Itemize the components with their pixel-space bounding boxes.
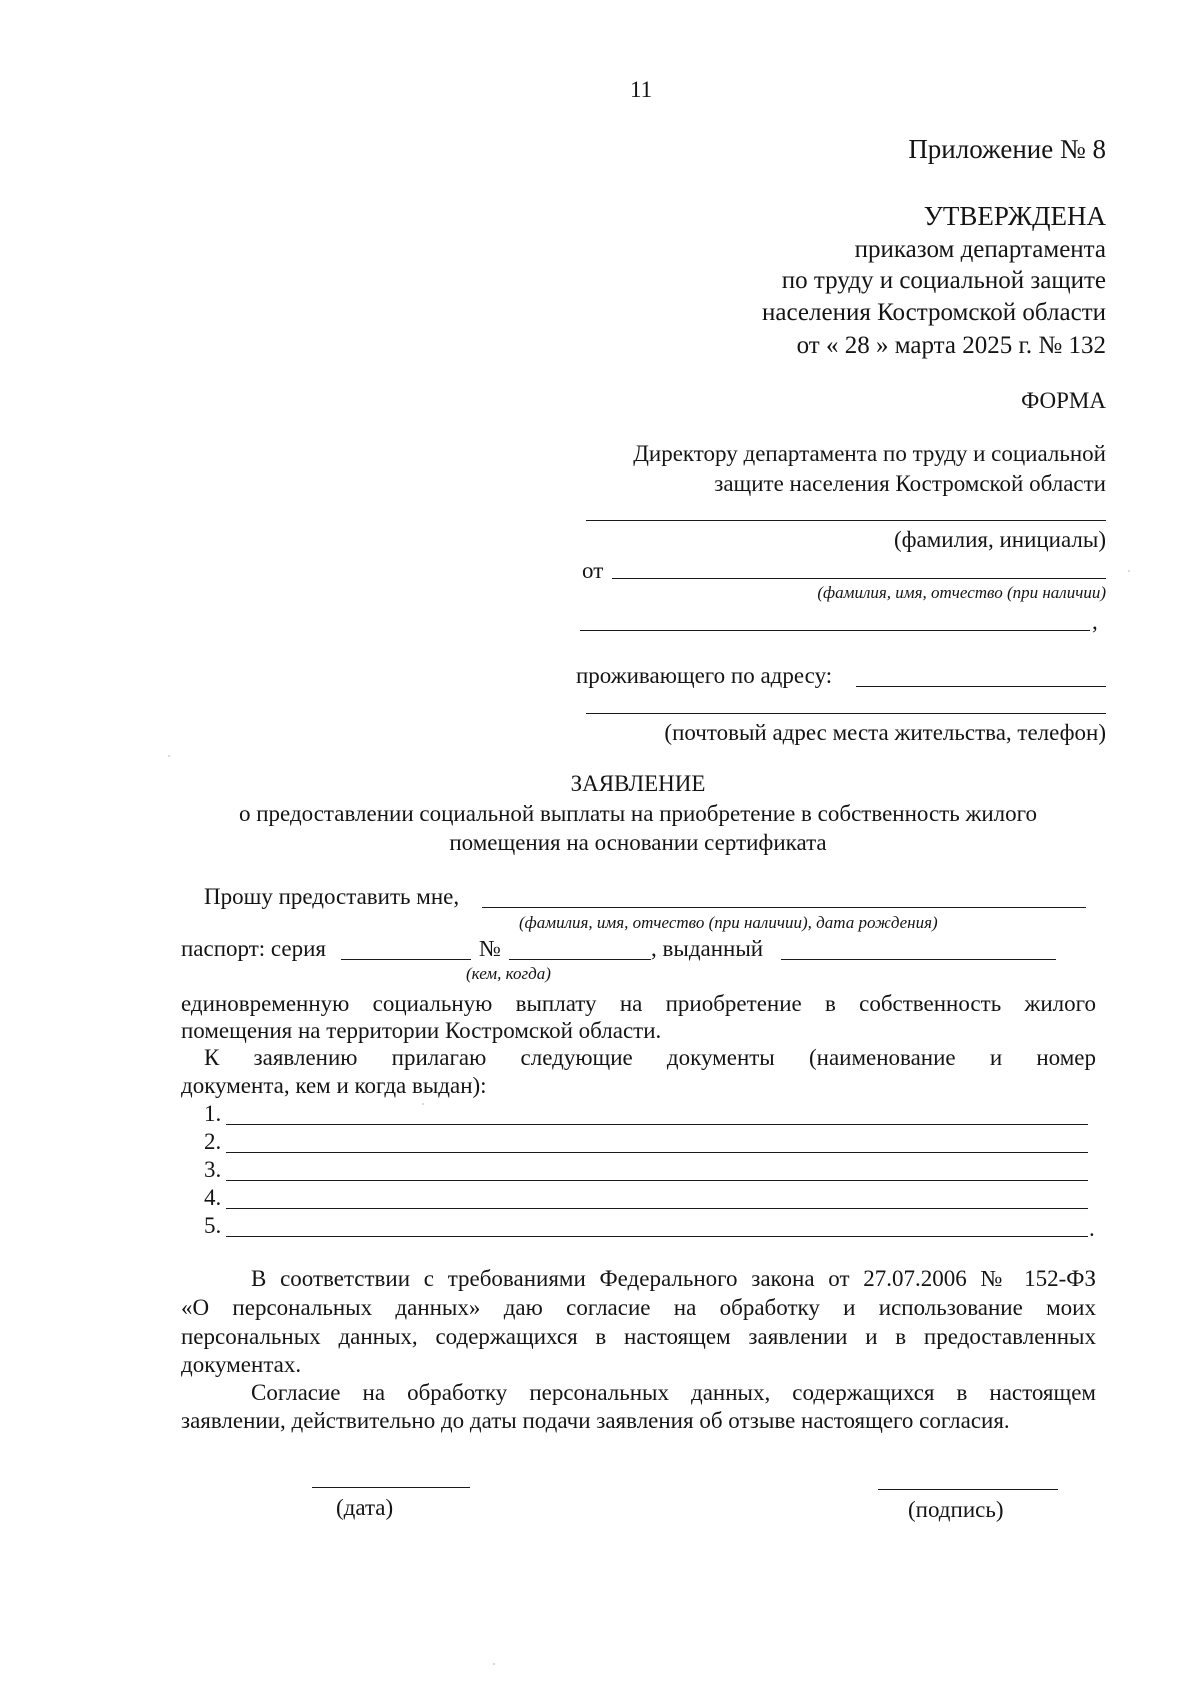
statement-title: ЗАЯВЛЕНИЕ xyxy=(570,771,706,796)
from-fio-line xyxy=(612,578,1106,579)
page-number: 11 xyxy=(630,77,653,102)
address-line-2 xyxy=(586,713,1106,714)
list-final-period: . xyxy=(1089,1216,1095,1241)
list-item-number: 5. xyxy=(204,1213,222,1238)
passport-series-line xyxy=(341,959,471,960)
consent-p2-line-2: заявлении, действительно до даты подачи заявления об отзыве настоящего согласия. xyxy=(181,1408,1010,1433)
addressee-line-1: Директору департамента по труду и социальной xyxy=(633,441,1106,466)
list-item-number: 2. xyxy=(204,1129,222,1154)
from-fio-line-2 xyxy=(580,630,1090,631)
attach-line-2: документа, кем и когда выдан): xyxy=(181,1073,487,1098)
approval-line-2: по труду и социальной защите xyxy=(781,267,1106,294)
request-label: Прошу предоставить мне, xyxy=(204,884,460,909)
consent-p1-line-4: документах. xyxy=(181,1352,302,1377)
payment-line-1: единовременную социальную выплату на приобретение в собственность жилого xyxy=(181,991,1096,1016)
caption-fio-birth: (фамилия, имя, отчество (при наличии), дата рождения) xyxy=(519,913,938,932)
list-item-number: 4. xyxy=(204,1185,222,1210)
approval-title: УТВЕРЖДЕНА xyxy=(923,201,1106,231)
consent-p1-line-2: «О персональных данных» даю согласие на обработку и использование моих xyxy=(181,1295,1096,1320)
statement-subtitle-1: о предоставлении социальной выплаты на приобретение в собственность жилого xyxy=(238,801,1037,826)
passport-number-line xyxy=(509,959,651,960)
date-caption: (дата) xyxy=(336,1495,394,1520)
residing-label: проживающего по адресу: xyxy=(576,663,833,688)
approval-line-3: населения Костромской области xyxy=(762,299,1106,326)
caption-address: (почтовый адрес места жительства, телефон) xyxy=(664,720,1106,745)
issued-label: , выданный xyxy=(651,936,764,961)
payment-line-2: помещения на территории Костромской области. xyxy=(181,1018,662,1043)
issued-by-line xyxy=(781,959,1056,960)
approval-line-4: от « 28 » марта 2025 г. № 132 xyxy=(796,332,1106,359)
addressee-line-2: защите населения Костромской области xyxy=(714,471,1106,496)
statement-subtitle-2: помещения на основании сертификата xyxy=(449,830,827,855)
caption-initials: (фамилия, инициалы) xyxy=(893,527,1106,552)
list-item-line xyxy=(226,1208,1088,1209)
passport-label: паспорт: серия xyxy=(181,936,327,961)
number-label: № xyxy=(479,936,501,961)
scan-speck xyxy=(422,1103,424,1105)
form-label: ФОРМА xyxy=(1021,388,1106,413)
consent-p2-line-1: Согласие на обработку персональных данных, содержащихся в настоящем xyxy=(251,1380,1096,1405)
addressee-name-line xyxy=(586,520,1106,521)
caption-fio: (фамилия, имя, отчество (при наличии) xyxy=(817,583,1106,602)
signature-line xyxy=(878,1489,1058,1490)
request-fio-line xyxy=(482,907,1086,908)
approval-line-1: приказом департамента xyxy=(854,236,1106,263)
list-item-line xyxy=(226,1124,1088,1125)
from-label: от xyxy=(582,558,604,583)
signature-caption: (подпись) xyxy=(908,1497,1004,1522)
attach-line-1: К заявлению прилагаю следующие документы (наименование и номер xyxy=(204,1045,1096,1070)
date-line xyxy=(312,1487,470,1488)
list-item-line xyxy=(226,1152,1088,1153)
list-item-number: 1. xyxy=(204,1101,222,1126)
list-item-number: 3. xyxy=(204,1157,222,1182)
consent-p1-line-1: В соответствии с требованиями Федерального закона от 27.07.2006 № 152-ФЗ xyxy=(251,1266,1096,1291)
caption-issued: (кем, когда) xyxy=(466,964,551,983)
scan-speck xyxy=(493,1663,495,1665)
list-item-line xyxy=(226,1236,1088,1237)
address-line-1 xyxy=(856,686,1106,687)
consent-p1-line-3: персональных данных, содержащихся в настоящем заявлении и в предоставленных xyxy=(181,1324,1096,1349)
scan-speck xyxy=(168,755,170,757)
scan-speck xyxy=(1128,570,1130,572)
fio-comma: , xyxy=(1092,609,1098,634)
appendix-label: Приложение № 8 xyxy=(908,134,1106,164)
list-item-line xyxy=(226,1180,1088,1181)
